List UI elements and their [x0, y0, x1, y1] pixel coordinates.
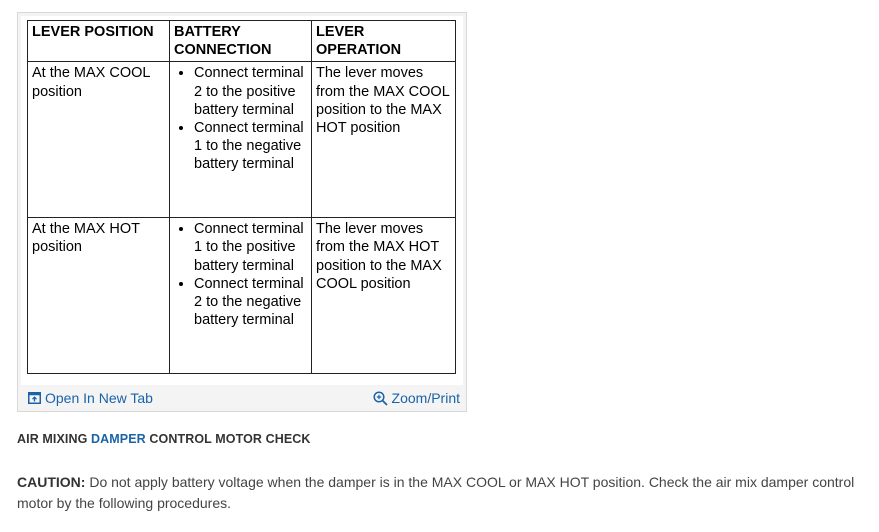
table-row	[28, 218, 456, 374]
caution-label: CAUTION:	[17, 474, 86, 490]
connection-item: • Connect terminal 2 to the positive battery terminal	[194, 64, 307, 119]
header-battery-connection: BATTERY CONNECTION	[170, 21, 312, 62]
open-in-new-tab-label: Open In New Tab	[45, 390, 153, 406]
table-row	[28, 62, 456, 218]
section-heading	[17, 432, 311, 446]
table-header-row	[28, 21, 456, 62]
zoom-print-label: Zoom/Print	[391, 390, 460, 406]
open-in-new-tab-link[interactable]	[28, 390, 153, 406]
connection-item: • Connect terminal 2 to the negative battery terminal	[194, 275, 307, 330]
zoom-icon	[373, 391, 388, 406]
figure-frame	[17, 12, 467, 412]
header-lever-operation: LEVER OPERATION	[312, 21, 456, 62]
cell-position: At the MAX COOL position	[28, 62, 170, 218]
heading-suffix: CONTROL MOTOR CHECK	[145, 432, 311, 446]
cell-operation: The lever moves from the MAX HOT position to the MAX COOL position	[312, 218, 456, 374]
connection-list	[174, 220, 307, 329]
figure-toolbar	[18, 385, 466, 411]
zoom-print-link[interactable]	[373, 390, 460, 406]
cell-operation: The lever moves from the MAX COOL position to the MAX HOT position	[312, 62, 456, 218]
heading-highlight: DAMPER	[91, 432, 146, 446]
header-lever-position: LEVER POSITION	[28, 21, 170, 62]
caution-paragraph	[17, 472, 862, 514]
open-in-new-tab-icon	[28, 392, 41, 404]
connection-list	[174, 64, 307, 173]
connection-item: • Connect terminal 1 to the negative battery terminal	[194, 119, 307, 174]
lever-position-table	[27, 20, 456, 374]
cell-connections	[170, 218, 312, 374]
cell-connections	[170, 62, 312, 218]
figure-table-image	[21, 16, 463, 385]
caution-text: Do not apply battery voltage when the damper is in the MAX COOL or MAX HOT position. Check the air mix damper control motor by the following procedures.	[17, 474, 855, 511]
heading-prefix: AIR MIXING	[17, 432, 92, 446]
connection-item: • Connect terminal 1 to the positive battery terminal	[194, 220, 307, 275]
cell-position: At the MAX HOT position	[28, 218, 170, 374]
